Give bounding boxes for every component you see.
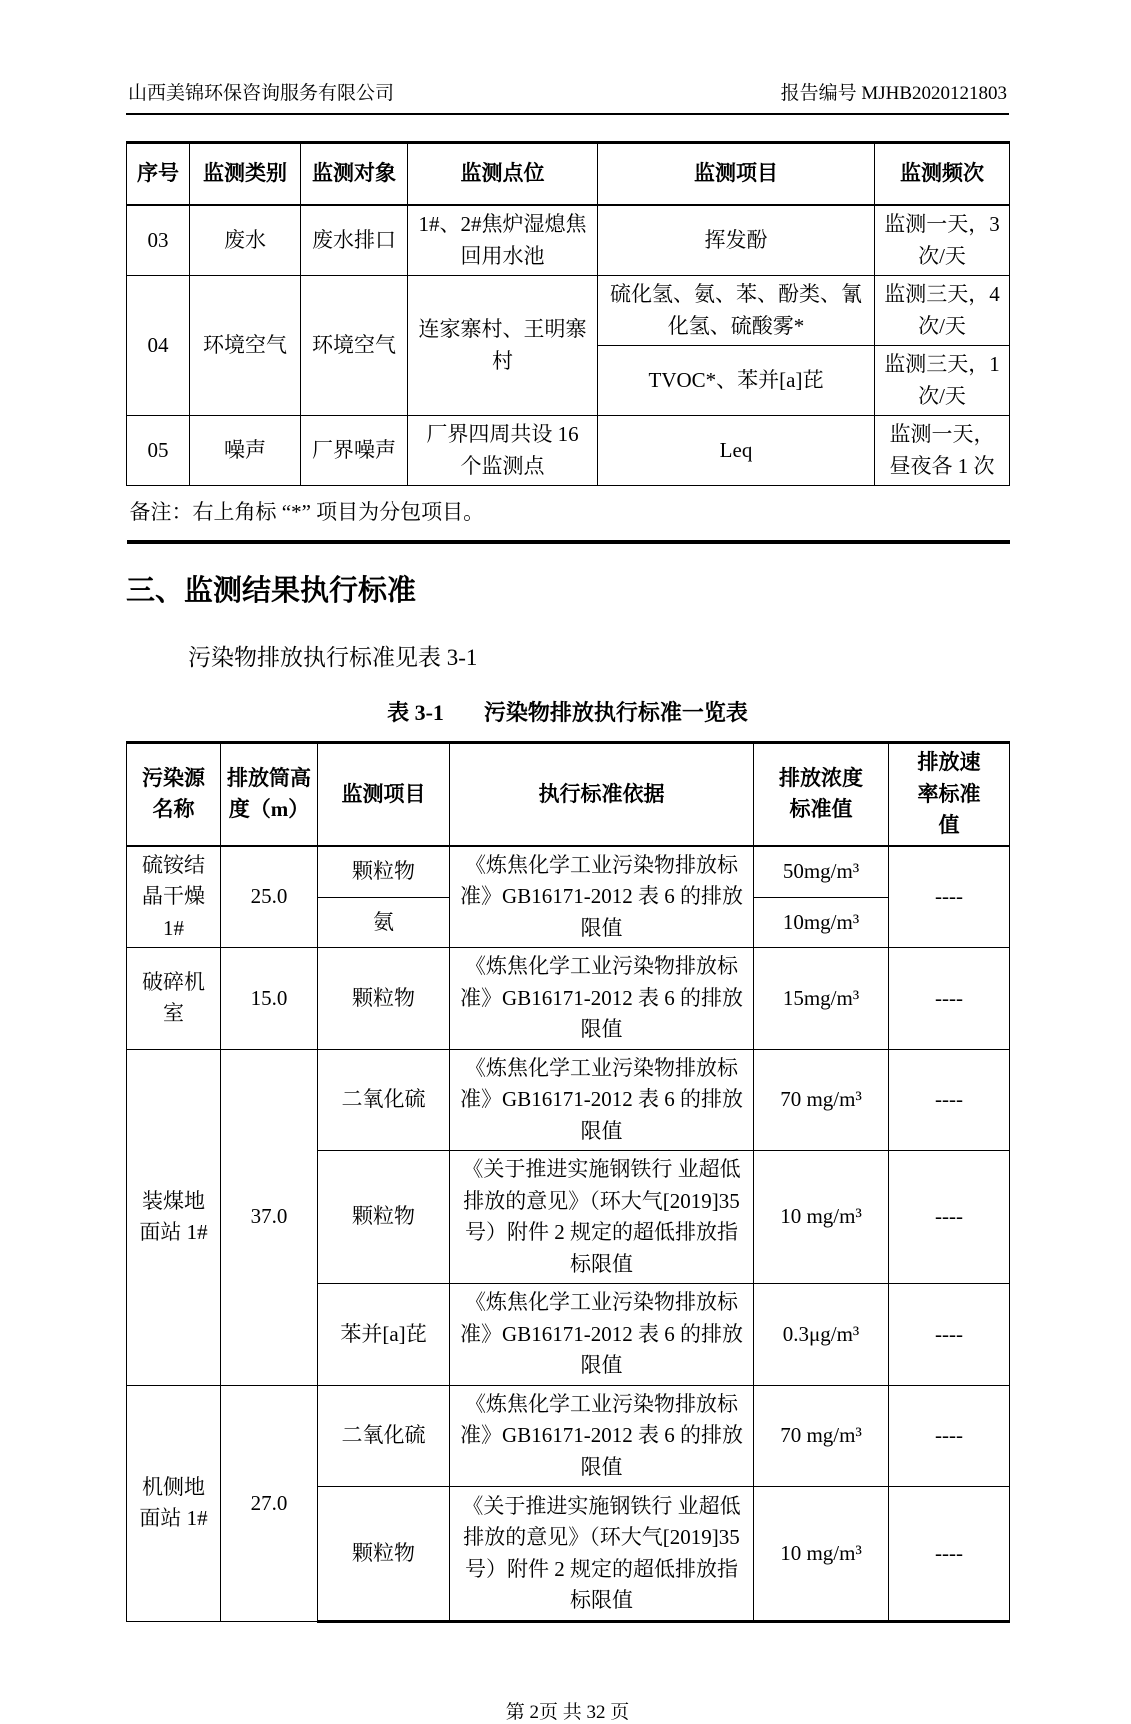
t1-r04-location: 连家寨村、王明寨村 [408,276,598,416]
t2-g3-source: 装煤地面站 1# [127,1049,221,1385]
t1-r04-frequency-b: 监测三天，1 次/天 [875,346,1010,416]
t1-r04-item-b: TVOC*、苯并[a]芘 [598,346,875,416]
t1-r05-frequency: 监测一天，昼夜各 1 次 [875,416,1010,486]
table-row [127,416,1010,486]
t2-g4-item2: 颗粒物 [318,1487,450,1622]
t2-g4-standard2: 《关于推进实施钢铁行 业超低排放的意见》（环大气[2019]35 号）附件 2 规定的超低排放指标限值 [450,1487,754,1622]
t2-g3-standard2: 《关于推进实施钢铁行 业超低排放的意见》（环大气[2019]35 号）附件 2 规定的超低排放指标限值 [450,1151,754,1284]
t2-g4-item1: 二氧化硫 [318,1385,450,1487]
t1-header-item: 监测项目 [598,143,875,206]
t2-g3-standard3: 《炼焦化学工业污染物排放标准》GB16171-2012 表 6 的排放限值 [450,1284,754,1386]
t1-header-frequency: 监测频次 [875,143,1010,206]
t2-g3-rate2: ---- [889,1151,1010,1284]
t2-g1-height: 25.0 [221,846,318,948]
t2-header-source: 污染源名称 [127,743,221,846]
t2-g4-rate1: ---- [889,1385,1010,1487]
t1-r04-item-a: 硫化氢、氨、苯、酚类、氰化氢、硫酸雾* [598,276,875,346]
t2-g3-item1: 二氧化硫 [318,1049,450,1151]
t1-header-row [127,143,1010,206]
t2-g2-height: 15.0 [221,948,318,1050]
t2-g1-conc2: 10mg/m³ [754,897,889,947]
t2-g1-item2: 氨 [318,897,450,947]
t1-r03-seq: 03 [127,205,190,276]
table-caption-label: 表 3-1 [387,700,444,725]
t2-g4-rate2: ---- [889,1487,1010,1622]
t2-header-rate: 排放速率标准值 [889,743,1010,846]
company-name: 山西美锦环保咨询服务有限公司 [128,83,395,104]
table-caption-title: 污染物排放执行标准一览表 [483,700,748,725]
t2-g4-height: 27.0 [221,1385,318,1622]
t1-r05-object: 厂界噪声 [301,416,408,486]
table-row [127,205,1010,276]
running-header [126,0,1009,115]
t2-header-row [127,743,1010,846]
table-row [127,1049,1010,1151]
t2-g3-conc1: 70 mg/m³ [754,1049,889,1151]
t2-g4-source: 机侧地面站 1# [127,1385,221,1622]
t2-g1-rate: ---- [889,846,1010,948]
t1-r03-location: 1#、2#焦炉湿熄焦回用水池 [408,205,598,276]
t2-g2-rate: ---- [889,948,1010,1050]
emission-standards-table [126,741,1010,1623]
t2-header-standard: 执行标准依据 [450,743,754,846]
t1-r05-location: 厂界四周共设 16 个监测点 [408,416,598,486]
table-caption [126,696,1009,727]
t2-g3-item3: 苯并[a]芘 [318,1284,450,1386]
t1-r04-seq: 04 [127,276,190,416]
table-row [127,846,1010,898]
t2-g3-standard1: 《炼焦化学工业污染物排放标准》GB16171-2012 表 6 的排放限值 [450,1049,754,1151]
t1-r05-seq: 05 [127,416,190,486]
t2-g1-standard: 《炼焦化学工业污染物排放标准》GB16171-2012 表 6 的排放限值 [450,846,754,948]
t1-r04-frequency-a: 监测三天，4 次/天 [875,276,1010,346]
page-number: 第 2页 共 32 页 [505,1702,630,1723]
section-heading: 三、监测结果执行标准 [126,575,417,607]
t2-g3-conc3: 0.3μg/m³ [754,1284,889,1386]
t1-r05-category: 噪声 [190,416,301,486]
t2-header-concentration: 排放浓度标准值 [754,743,889,846]
t2-g1-conc1: 50mg/m³ [754,846,889,898]
t1-r03-category: 废水 [190,205,301,276]
t1-r04-category: 环境空气 [190,276,301,416]
t1-r03-frequency: 监测一天，3 次/天 [875,205,1010,276]
t2-g2-conc: 15mg/m³ [754,948,889,1050]
table-note: 备注：右上角标 “*” 项目为分包项目。 [127,486,1010,543]
t2-g4-standard1: 《炼焦化学工业污染物排放标准》GB16171-2012 表 6 的排放限值 [450,1385,754,1487]
table-row [127,1385,1010,1487]
t1-header-seq: 序号 [127,143,190,206]
t2-g3-height: 37.0 [221,1049,318,1385]
t2-g3-rate1: ---- [889,1049,1010,1151]
t1-r03-object: 废水排口 [301,205,408,276]
t2-g1-source: 硫铵结晶干燥1# [127,846,221,948]
report-number: 报告编号 MJHB2020121803 [780,83,1007,104]
t2-g3-item2: 颗粒物 [318,1151,450,1284]
table-row [127,948,1010,1050]
t2-g3-rate3: ---- [889,1284,1010,1386]
t2-g2-item: 颗粒物 [318,948,450,1050]
t2-header-stack-height: 排放筒高度（m） [221,743,318,846]
t2-g4-conc1: 70 mg/m³ [754,1385,889,1487]
table-note-row [127,486,1010,543]
t1-r04-object: 环境空气 [301,276,408,416]
t2-g1-item1: 颗粒物 [318,846,450,898]
monitoring-plan-table [126,141,1010,544]
t1-r05-item: Leq [598,416,875,486]
t2-g3-conc2: 10 mg/m³ [754,1151,889,1284]
t1-header-category: 监测类别 [190,143,301,206]
t1-header-location: 监测点位 [408,143,598,206]
t2-g2-source: 破碎机室 [127,948,221,1050]
table-row [127,276,1010,346]
t2-g4-conc2: 10 mg/m³ [754,1487,889,1622]
t2-header-item: 监测项目 [318,743,450,846]
t2-g2-standard: 《炼焦化学工业污染物排放标准》GB16171-2012 表 6 的排放限值 [450,948,754,1050]
t1-r03-item: 挥发酚 [598,205,875,276]
t1-header-object: 监测对象 [301,143,408,206]
section-intro: 污染物排放执行标准见表 3-1 [188,645,478,670]
